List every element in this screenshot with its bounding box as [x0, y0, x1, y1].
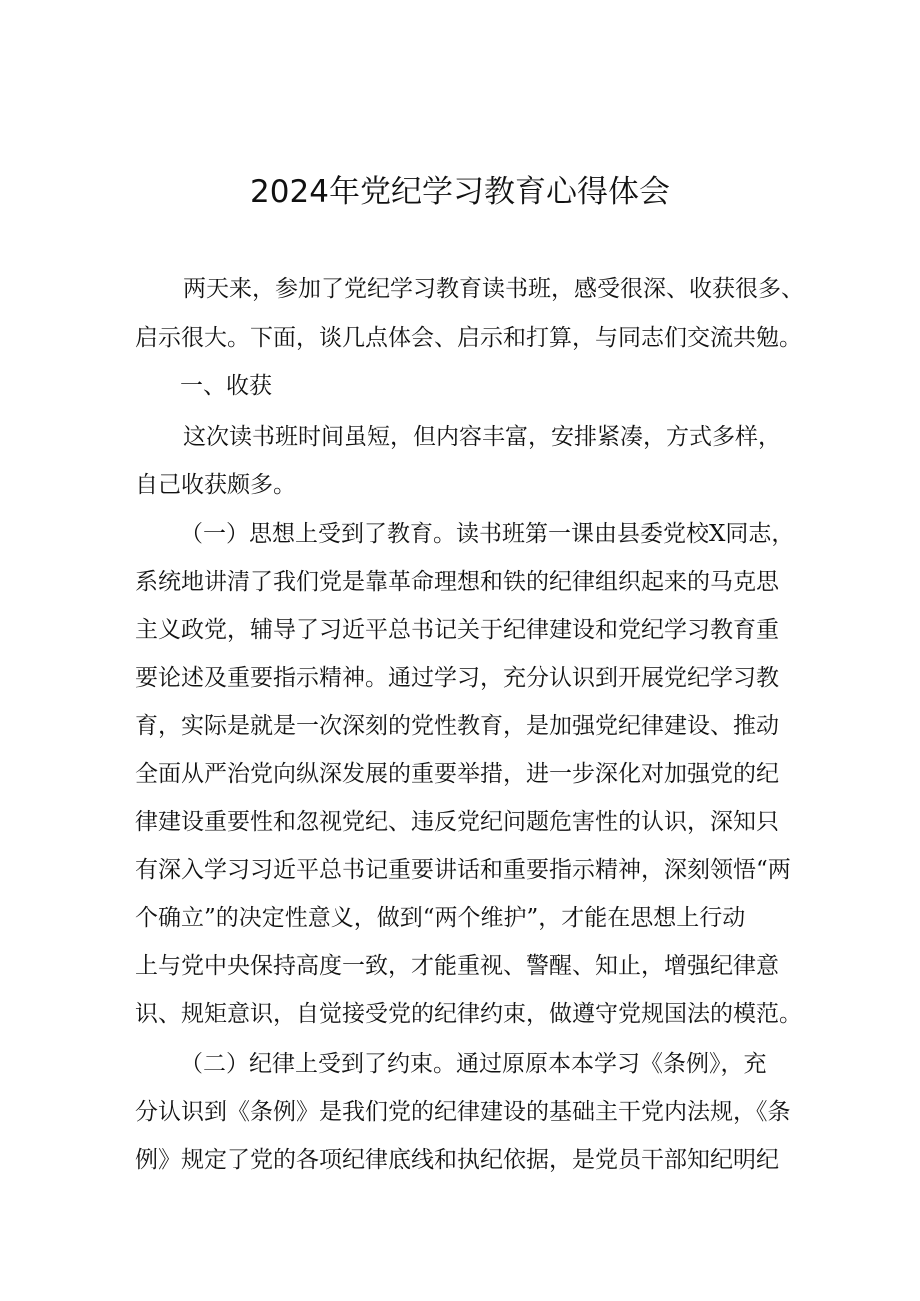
sub2-line-3: 例》规定了党的各项纪律底线和执纪依据，是党员干部知纪明纪: [135, 1147, 779, 1173]
section-heading-harvest: 一、收获: [180, 373, 272, 399]
section1-line-1: 这次读书班时间虽短，但内容丰富，安排紧凑，方式多样，: [183, 424, 781, 450]
sub1-line-5: 育，实际是就是一次深刻的党性教育，是加强党纪律建设、推动: [135, 713, 779, 739]
sub1-line-11: 识、规矩意识，自觉接受党的纪律约束，做遵守党规国法的模范。: [135, 1001, 802, 1027]
sub2-line-2: 分认识到《条例》是我们党的纪律建设的基础主干党内法规，《条: [135, 1099, 791, 1125]
sub1-line-7: 律建设重要性和忽视党纪、违反党纪问题危害性的认识，深知只: [135, 809, 779, 835]
sub1-line-3: 主义政党，辅导了习近平总书记关于纪律建设和党纪学习教育重: [135, 617, 779, 643]
intro-line-2: 启示很大。下面，谈几点体会、启示和打算，与同志们交流共勉。: [135, 325, 802, 351]
sub1-line-6: 全面从严治党向纵深发展的重要举措，进一步深化对加强党的纪: [135, 761, 779, 787]
sub1-line-4: 要论述及重要指示精神。通过学习，充分认识到开展党纪学习教: [135, 665, 779, 691]
sub1-line-2: 系统地讲清了我们党是靠革命理想和铁的纪律组织起来的马克思: [135, 569, 779, 595]
section1-line-2: 自己收获颇多。: [135, 472, 296, 498]
document-title: 2024年党纪学习教育心得体会: [250, 174, 670, 210]
sub1-line-10: 上与党中央保持高度一致，才能重视、警醒、知止，增强纪律意: [135, 953, 779, 979]
sub1-line-9: 个确立”的决定性意义，做到“两个维护”，才能在思想上行动: [135, 905, 746, 931]
sub2-line-1: （二）纪律上受到了约束。通过原原本本学习《条例》，充: [180, 1051, 767, 1077]
sub1-line-1: （一）思想上受到了教育。读书班第一课由县委党校X同志，: [180, 521, 795, 547]
intro-line-1: 两天来，参加了党纪学习教育读书班，感受很深、收获很多、: [183, 276, 804, 302]
sub1-line-8: 有深入学习习近平总书记重要讲话和重要指示精神，深刻领悟“两: [135, 857, 791, 883]
